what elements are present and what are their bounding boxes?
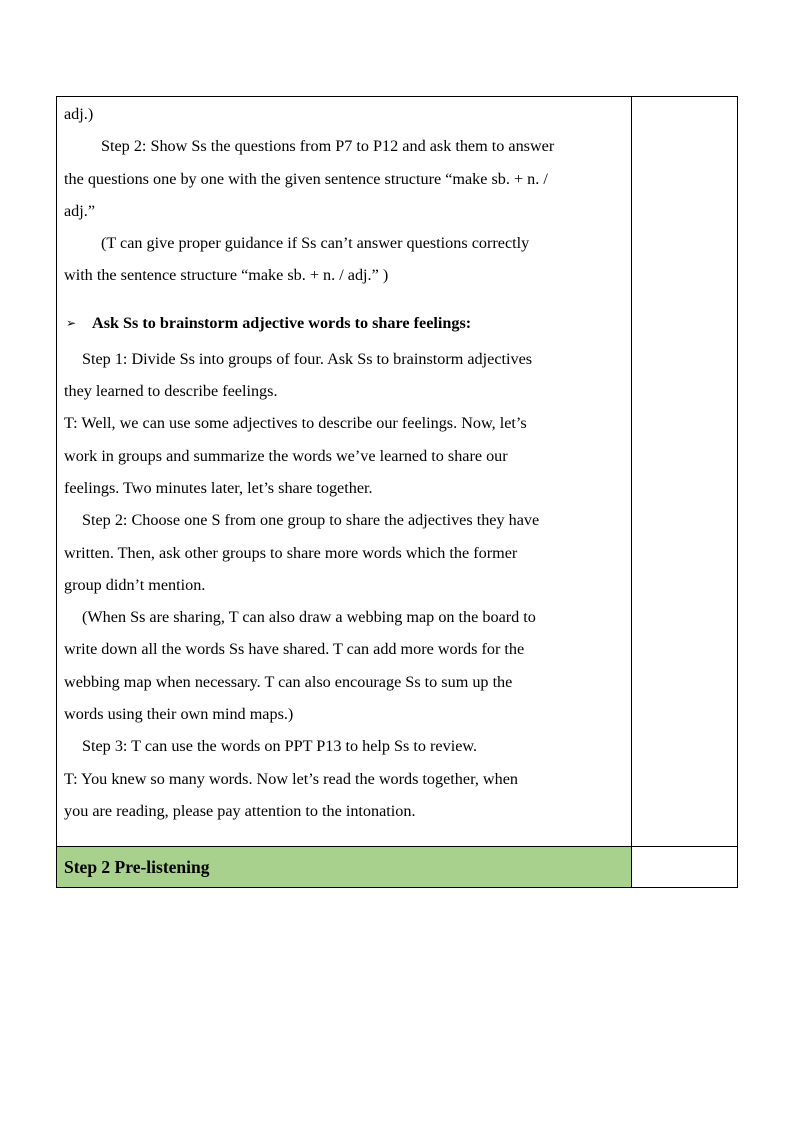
- notes-cell: [631, 97, 737, 847]
- paragraph-line: Step 1: Divide Ss into groups of four. Ask Ss to brainstorm adjectives: [82, 349, 533, 368]
- section-heading-row: [57, 847, 738, 888]
- bullet-heading: [64, 307, 625, 339]
- bullet-heading-text: Ask Ss to brainstorm adjective words to share feelings:: [92, 313, 472, 332]
- paragraph-line: written. Then, ask other groups to share more words which the former: [64, 543, 518, 562]
- paragraph-line: they learned to describe feelings.: [64, 382, 278, 401]
- paragraph-line: with the sentence structure “make sb. + n. / adj.” ): [64, 266, 389, 285]
- paragraph-line: T: You knew so many words. Now let’s read the words together, when: [64, 769, 518, 788]
- paragraph-line: T: Well, we can use some adjectives to describe our feelings. Now, let’s: [64, 414, 527, 433]
- section-heading-cell: [57, 847, 632, 888]
- paragraph-line: Step 2: Choose one S from one group to share the adjectives they have: [82, 511, 540, 530]
- paragraph-line: Step 3: T can use the words on PPT P13 to help Ss to review.: [82, 737, 478, 756]
- paragraph-line: adj.): [64, 105, 94, 123]
- paragraph-line: words using their own mind maps.): [64, 705, 294, 724]
- procedure-content-cell: [57, 97, 632, 847]
- paragraph-line: group didn’t mention.: [64, 575, 206, 594]
- section-notes-cell: [631, 847, 737, 888]
- paragraph-line: Step 2: Show Ss the questions from P7 to P12 and ask them to answer: [101, 137, 555, 156]
- paragraph-line: (T can give proper guidance if Ss can’t answer questions correctly: [101, 234, 530, 253]
- section-heading: Step 2 Pre-listening: [64, 857, 210, 877]
- paragraph-line: feelings. Two minutes later, let’s share together.: [64, 478, 373, 497]
- paragraph-line: (When Ss are sharing, T can also draw a webbing map on the board to: [82, 608, 536, 627]
- paragraph-line: the questions one by one with the given sentence structure “make sb. + n. /: [64, 169, 548, 188]
- paragraph-line: write down all the words Ss have shared. T can add more words for the: [64, 640, 525, 659]
- paragraph-line: adj.”: [64, 201, 96, 220]
- paragraph-line: webbing map when necessary. T can also encourage Ss to sum up the: [64, 672, 513, 691]
- procedure-row: [57, 97, 738, 847]
- paragraph-line: you are reading, please pay attention to the intonation.: [64, 801, 416, 820]
- arrow-bullet-icon: ➢: [66, 315, 77, 330]
- lesson-plan-table: [56, 96, 738, 888]
- paragraph-line: work in groups and summarize the words we’ve learned to share our: [64, 446, 508, 465]
